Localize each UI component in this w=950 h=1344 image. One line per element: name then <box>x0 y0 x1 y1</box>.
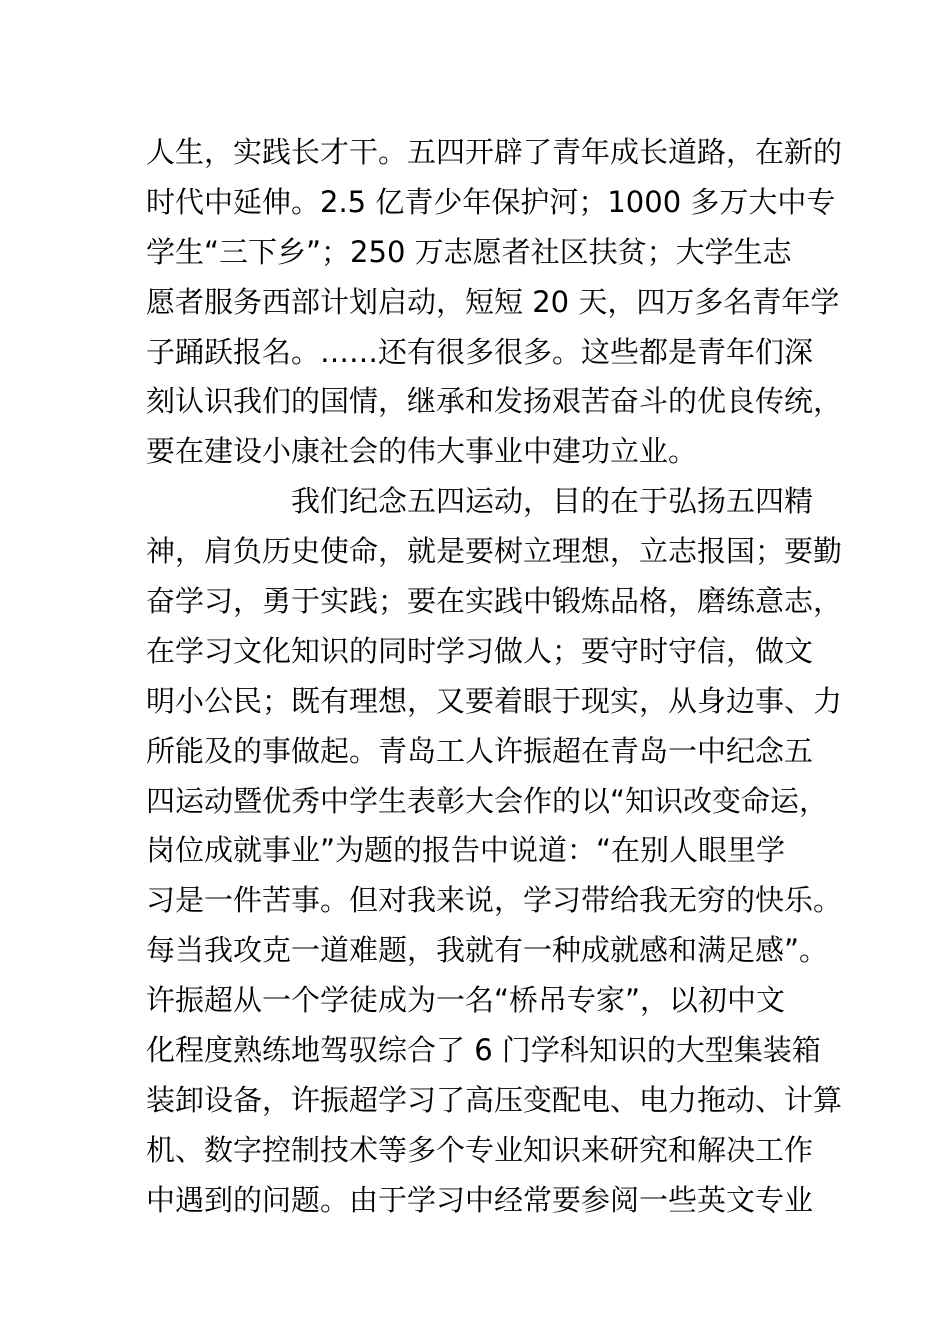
text-line: 奋学习，勇于实践；要在实践中锻炼品格，磨练意志， <box>146 584 843 619</box>
text-line: 要在建设小康社会的伟大事业中建功立业。 <box>146 434 698 469</box>
text-line: 明小公民；既有理想，又要着眼于现实，从身边事、力 <box>146 683 843 718</box>
text-line: 许振超从一个学徒成为一名“桥吊专家”，以初中文 <box>146 983 786 1018</box>
paragraph-start-line: 我们纪念五四运动，目的在于弘扬五四精 <box>291 484 814 519</box>
body-text <box>146 128 843 1226</box>
text-line: 子踊跃报名。……还有很多很多。这些都是青年们深 <box>146 334 814 369</box>
text-line: 愿者服务西部计划启动，短短 20 天，四万多名青年学 <box>146 284 840 319</box>
text-line: 每当我攻克一道难题，我就有一种成就感和满足感”。 <box>146 933 829 968</box>
text-line: 中遇到的问题。由于学习中经常要参阅一些英文专业 <box>146 1182 814 1217</box>
text-line: 人生，实践长才干。五四开辟了青年成长道路，在新的 <box>146 135 843 169</box>
text-line: 在学习文化知识的同时学习做人；要守时守信，做文 <box>146 633 814 668</box>
text-line: 所能及的事做起。青岛工人许振超在青岛一中纪念五 <box>146 733 814 768</box>
text-line: 刻认识我们的国情，继承和发扬艰苦奋斗的优良传统， <box>146 384 843 419</box>
text-line: 机、数字控制技术等多个专业知识来研究和解决工作 <box>146 1132 814 1167</box>
text-line: 装卸设备，许振超学习了高压变配电、电力拖动、计算 <box>146 1082 843 1117</box>
text-line: 化程度熟练地驾驭综合了 6 门学科知识的大型集装箱 <box>146 1033 821 1068</box>
text-line: 时代中延伸。2.5 亿青少年保护河；1000 多万大中专 <box>146 184 836 219</box>
text-line: 学生“三下乡”；250 万志愿者社区扶贫；大学生志 <box>146 234 792 269</box>
text-line: 神，肩负历史使命，就是要树立理想，立志报国；要勤 <box>146 534 843 569</box>
text-line: 习是一件苦事。但对我来说，学习带给我无穷的快乐。 <box>146 883 843 918</box>
text-line: 四运动暨优秀中学生表彰大会作的以“知识改变命运， <box>146 783 829 818</box>
text-line: 岗位成就事业”为题的报告中说道：“在别人眼里学 <box>146 833 786 868</box>
